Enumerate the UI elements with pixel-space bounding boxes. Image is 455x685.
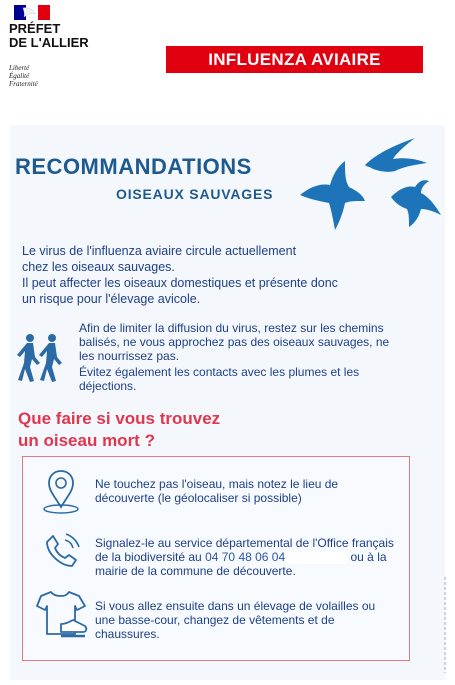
redaction-mask [285,552,347,564]
intro-line: Il peut affecter les oiseaux domestiques et présente donc [22,276,338,290]
instructions-box [22,456,410,661]
vertical-credit-text [440,575,450,675]
intro-line: Le virus de l'influenza aviaire circule actuellement [22,244,297,258]
map-pin-icon [41,469,81,515]
prefet-title [9,22,89,50]
intro-line: chez les oiseaux sauvages. [22,260,175,274]
step-2-text [95,536,407,578]
dead-bird-question [18,408,220,452]
intro-line: un risque pour l'élevage avicole. [22,292,201,306]
prefet-title-line2: DE L'ALLIER [9,35,89,50]
motto-fraternite: Fraternité [9,80,38,88]
step-3-text: Si vous allez ensuite dans un élevage de volailles ou une basse-cour, changez de vêtements et de chaussures. [95,599,376,641]
step-2-text-b: ou à la mairie de la commune de découverte. [95,550,387,578]
phone-icon [41,530,81,570]
walk-paragraph-2: Évitez également les contacts avec les plumes et les déjections. [79,365,360,393]
clothes-shoes-icon [33,590,89,642]
poster-subtitle: OISEAUX SAUVAGES [116,186,274,202]
marianne-flag-logo [14,5,50,20]
flying-birds-illustration [295,135,445,243]
republic-motto [9,64,38,88]
ofb-phone-number: 04 70 48 06 04 [205,550,286,564]
walk-paragraph-1: Afin de limiter la diffusion du virus, restez sur les chemins balisés, ne vous approchez pas des oiseaux sauvages, ne les nourrissez pas. [79,321,390,363]
step-2-text-a: Signalez-le au service départemental de l'Office français de la biodiversité au [95,536,394,564]
question-line-2: un oiseau mort ? [18,431,155,450]
poster-title: RECOMMANDATIONS [15,154,252,179]
prefet-title-line1: PRÉFET [9,21,61,36]
walkers-icon [14,333,68,383]
influenza-banner: INFLUENZA AVIAIRE [166,46,423,73]
intro-text [22,243,407,307]
motto-egalite: Égalité [9,72,30,80]
step-1-text: Ne touchez pas l'oiseau, mais notez le lieu de découverte (le géolocaliser si possible) [95,477,339,505]
question-line-1: Que faire si vous trouvez [18,409,221,428]
motto-liberte: Liberté [9,64,30,72]
walk-recommendations [79,321,399,395]
